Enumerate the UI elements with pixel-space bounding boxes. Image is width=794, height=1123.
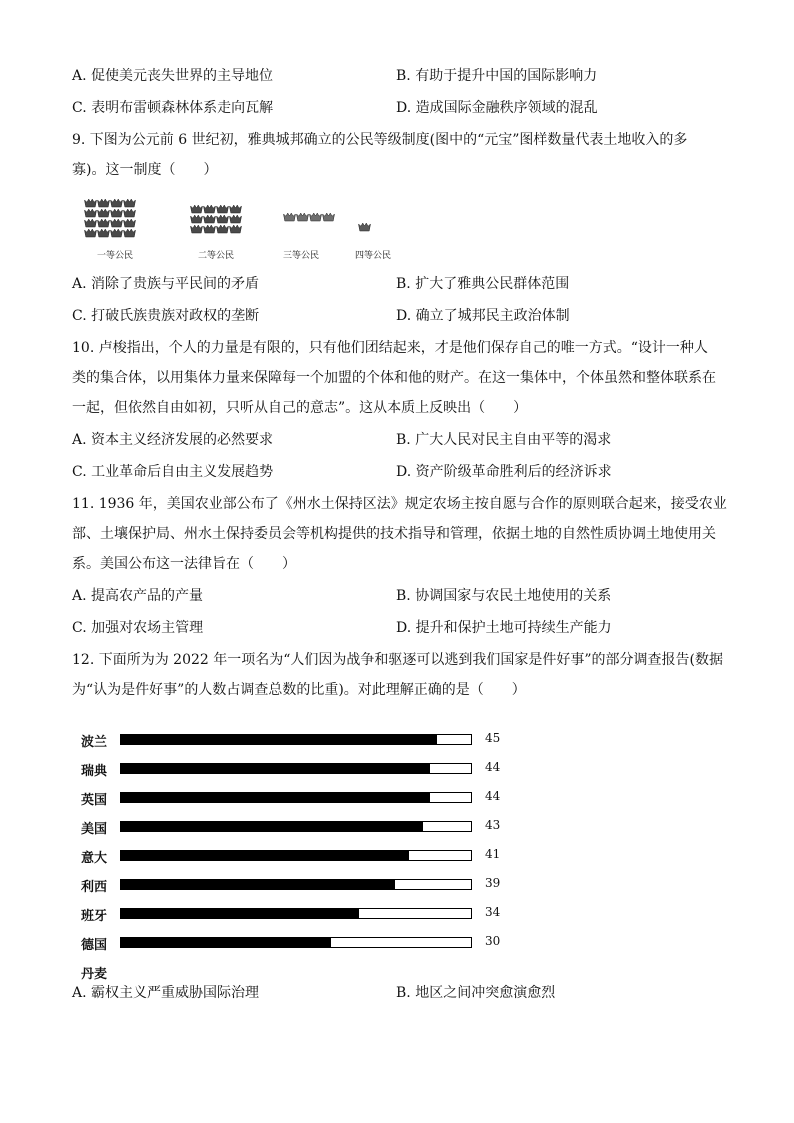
yuanbao-icon	[358, 222, 371, 232]
q10-option-b[interactable]: B. 广大人民对民主自由平等的渴求	[396, 432, 612, 448]
q10-option-d[interactable]: D. 资产阶级革命胜利后的经济诉求	[396, 464, 612, 480]
yuanbao-icon	[322, 212, 335, 222]
q12-option-a[interactable]: A. 霸权主义严重威胁国际治理	[72, 985, 260, 1001]
first-class-label: 一等公民	[97, 251, 134, 261]
bar	[120, 879, 395, 890]
q9-option-c[interactable]: C. 打破氏族贵族对政权的垄断	[72, 308, 260, 324]
data-label: 34	[485, 905, 501, 919]
bar	[120, 734, 437, 745]
yuanbao-icon	[84, 198, 97, 208]
bar	[120, 908, 359, 919]
q11-option-d[interactable]: D. 提升和保护土地可持续生产能力	[396, 620, 612, 636]
category-label: 德国	[81, 938, 108, 953]
third-class-label: 三等公民	[283, 251, 320, 261]
yuanbao-icon	[97, 198, 110, 208]
q11-option-b[interactable]: B. 协调国家与农民土地使用的关系	[396, 588, 612, 604]
yuanbao-icon	[216, 214, 229, 224]
bar	[120, 821, 423, 832]
q9-option-b[interactable]: B. 扩大了雅典公民群体范围	[396, 276, 570, 292]
yuanbao-icon	[110, 218, 123, 228]
q9-stem-line-1: 9. 下图为公元前 6 世纪初，雅典城邦确立的公民等级制度(图中的“元宝”图样数量代表土地收入的多	[72, 132, 688, 148]
q10-option-c[interactable]: C. 工业革命后自由主义发展趋势	[72, 464, 274, 480]
yuanbao-icon	[110, 198, 123, 208]
yuanbao-icon	[190, 224, 203, 234]
q8-option-b[interactable]: B. 有助于提升中国的国际影响力	[396, 68, 598, 84]
yuanbao-icon	[309, 212, 322, 222]
yuanbao-icon	[216, 204, 229, 214]
bar	[120, 850, 409, 861]
category-label: 瑞典	[81, 764, 108, 779]
yuanbao-icon	[97, 218, 110, 228]
q8-option-c[interactable]: C. 表明布雷顿森林体系走向瓦解	[72, 100, 274, 116]
yuanbao-icon	[123, 208, 136, 218]
category-label: 利西	[81, 880, 108, 895]
yuanbao-icon	[216, 224, 229, 234]
yuanbao-icon	[110, 208, 123, 218]
yuanbao-icon	[283, 212, 296, 222]
category-label: 丹麦	[81, 967, 108, 982]
data-label: 41	[485, 847, 501, 861]
data-label: 44	[485, 789, 501, 803]
category-label: 班牙	[81, 909, 108, 924]
yuanbao-icon	[97, 208, 110, 218]
yuanbao-icon	[84, 228, 97, 238]
yuanbao-icon	[203, 224, 216, 234]
q8-option-a[interactable]: A. 促使美元丧失世界的主导地位	[72, 68, 274, 84]
data-label: 39	[485, 876, 501, 890]
category-label: 意大	[81, 851, 108, 866]
yuanbao-icon	[203, 214, 216, 224]
q9-option-d[interactable]: D. 确立了城邦民主政治体制	[396, 308, 570, 324]
q12-option-b[interactable]: B. 地区之间冲突愈演愈烈	[396, 985, 556, 1001]
q11-stem-line-3: 系。美国公布这一法律旨在（ ）	[72, 556, 296, 572]
data-label: 44	[485, 760, 501, 774]
q12-stem-line-1: 12. 下面所为为 2022 年一项名为“人们因为战争和驱逐可以逃到我们国家是件好事”的部分调查报告(数据	[72, 652, 724, 668]
data-label: 30	[485, 934, 501, 948]
q11-option-a[interactable]: A. 提高农产品的产量	[72, 588, 204, 604]
yuanbao-icon	[229, 214, 242, 224]
yuanbao-icon	[190, 214, 203, 224]
q10-stem-line-3: 一起，但依然自由如初，只听从自己的意志”。这从本质上反映出（ ）	[72, 400, 528, 416]
bar	[120, 792, 430, 803]
yuanbao-icon	[123, 218, 136, 228]
yuanbao-icon	[97, 228, 110, 238]
yuanbao-icon	[229, 204, 242, 214]
q8-option-d[interactable]: D. 造成国际金融秩序领域的混乱	[396, 100, 598, 116]
fourth-class-label: 四等公民	[355, 251, 392, 261]
bar	[120, 937, 331, 948]
category-label: 美国	[81, 822, 108, 837]
q10-stem-line-1: 10. 卢梭指出，个人的力量是有限的，只有他们团结起来，才是他们保存自己的唯一方式。“设计一种人	[72, 340, 708, 356]
second-class-label: 二等公民	[198, 251, 235, 261]
q9-option-a[interactable]: A. 消除了贵族与平民间的矛盾	[72, 276, 260, 292]
yuanbao-icon	[123, 198, 136, 208]
yuanbao-icon	[123, 228, 136, 238]
data-label: 45	[485, 731, 501, 745]
q12-stem-line-2: 为“认为是件好事”的人数占调查总数的比重)。对此理解正确的是（ ）	[72, 682, 526, 698]
q10-stem-line-2: 类的集合体，以用集体力量来保障每一个加盟的个体和他的财产。在这一集体中，个体虽然和整体联系在	[72, 370, 716, 386]
yuanbao-icon	[190, 204, 203, 214]
category-label: 英国	[81, 793, 108, 808]
yuanbao-icon	[203, 204, 216, 214]
yuanbao-icon	[84, 208, 97, 218]
category-label: 波兰	[81, 735, 108, 750]
yuanbao-icon	[296, 212, 309, 222]
q11-stem-line-1: 11. 1936 年，美国农业部公布了《州水土保持区法》规定农场主按自愿与合作的原则联合起来，接受农业	[72, 496, 727, 512]
q9-stem-line-2: 寡)。这一制度（ ）	[72, 162, 218, 178]
yuanbao-icon	[229, 224, 242, 234]
q10-option-a[interactable]: A. 资本主义经济发展的必然要求	[72, 432, 274, 448]
bar	[120, 763, 430, 774]
yuanbao-icon	[110, 228, 123, 238]
q11-stem-line-2: 部、土壤保护局、州水土保持委员会等机构提供的技术指导和管理，依据土地的自然性质协调土地使用关	[72, 526, 716, 542]
yuanbao-icon	[84, 218, 97, 228]
q11-option-c[interactable]: C. 加强对农场主管理	[72, 620, 204, 636]
data-label: 43	[485, 818, 501, 832]
